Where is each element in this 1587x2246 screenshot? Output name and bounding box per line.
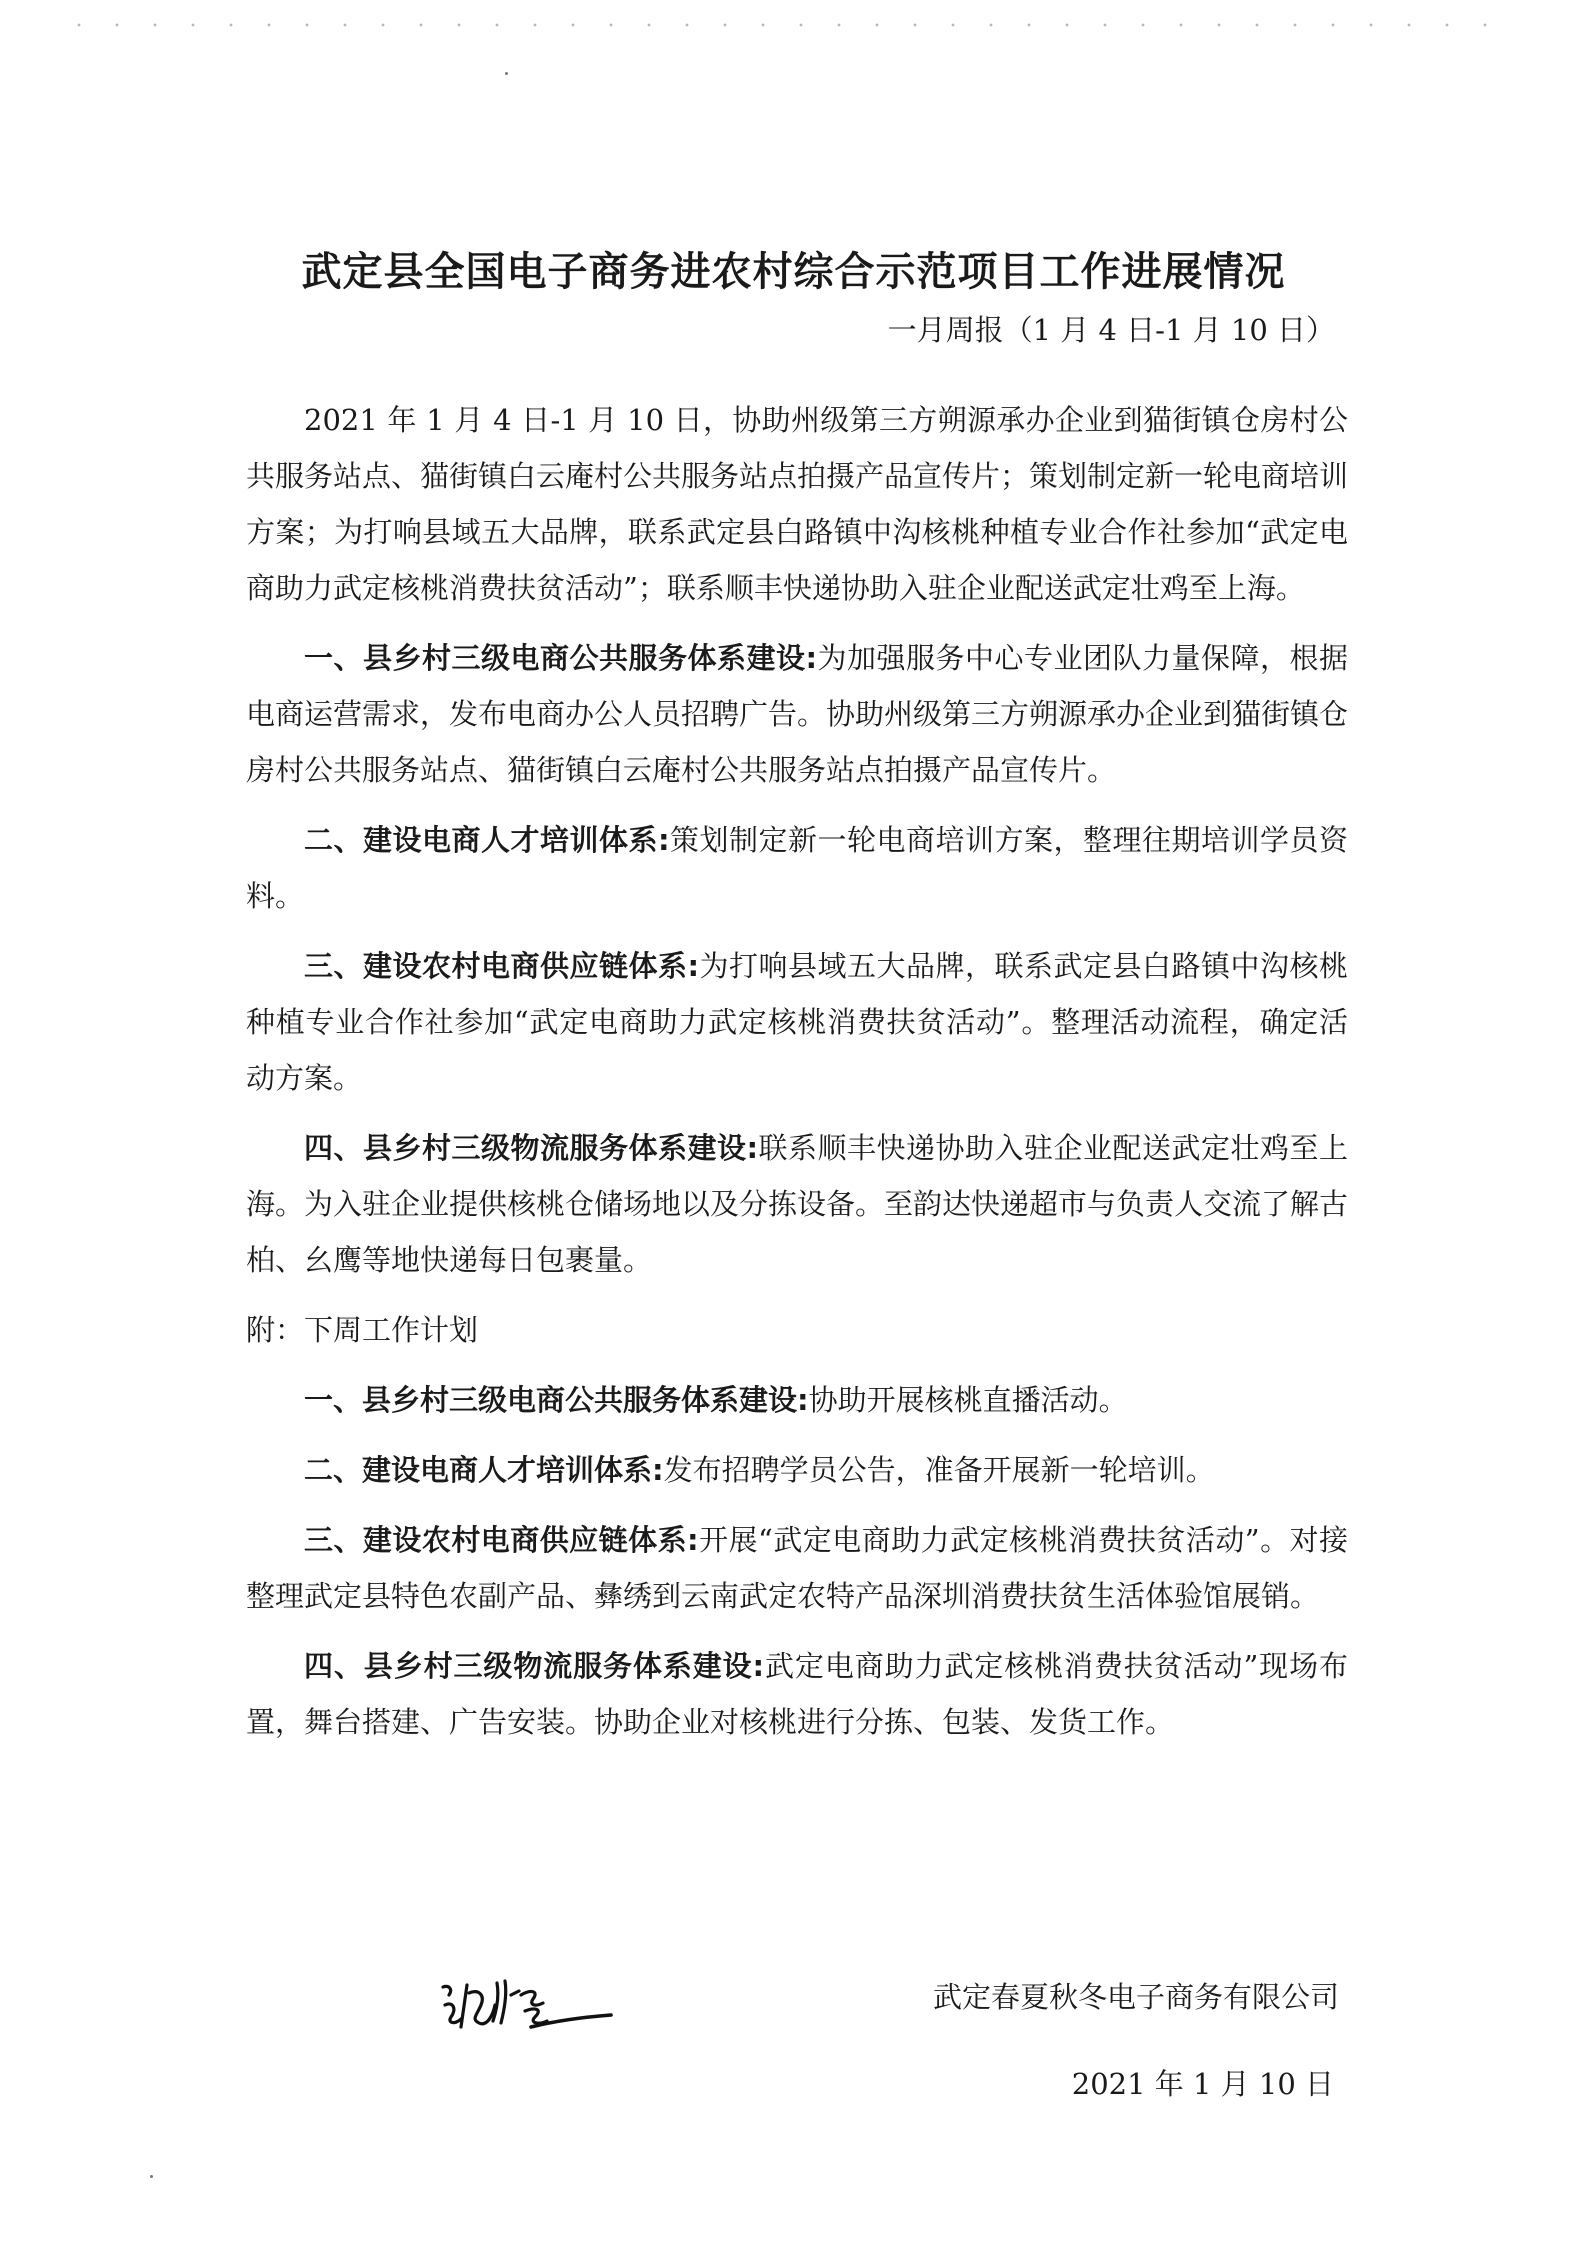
- section-heading: 三、建设农村电商供应链体系:: [304, 949, 700, 983]
- plan-text: 发布招聘学员公告，准备开展新一轮培训。: [663, 1453, 1215, 1487]
- section-text: 为打响县域五大品牌，联系武定县白路镇中沟核桃种植专业合作社参加“武定电商助力武定核桃消费扶贫活动”。整理活动流程，确定活动方案。: [246, 949, 1348, 1095]
- scan-speck: [505, 72, 508, 75]
- section-heading: 一、县乡村三级电商公共服务体系建设:: [304, 641, 818, 675]
- section-heading: 二、建设电商人才培训体系:: [304, 823, 670, 857]
- section-text: 联系顺丰快递协助入驻企业配送武定壮鸡至上海。为入驻企业提供核桃仓储场地以及分拣设备。至韵达快递超市与负责人交流了解古柏、幺鹰等地快递每日包裹量。: [246, 1131, 1349, 1277]
- appendix-label: 附：下周工作计划: [246, 1313, 479, 1347]
- plan-heading: 四、县乡村三级物流服务体系建设:: [304, 1649, 765, 1683]
- section-paragraph: [246, 938, 1348, 1106]
- plan-heading: 二、建设电商人才培训体系:: [304, 1453, 664, 1487]
- plan-paragraph: [246, 1372, 1348, 1428]
- section-paragraph: [246, 812, 1348, 924]
- section-text: 为加强服务中心专业团队力量保障，根据电商运营需求，发布电商办公人员招聘广告。协助州级第三方朔源承办企业到猫街镇仓房村公共服务站点、猫街镇白云庵村公共服务站点拍摄产品宣传片。: [246, 641, 1349, 787]
- intro-paragraph: 2021 年 1 月 4 日-1 月 10 日，协助州级第三方朔源承办企业到猫街镇仓房村公共服务站点、猫街镇白云庵村公共服务站点拍摄产品宣传片；策划制定新一轮电商培训方案；为打响县域五大品牌，联系武定县白路镇中沟核桃种植专业合作社参加“武定电商助力武定核桃消费扶贫活动”；联系顺丰快递协助入驻企业配送武定壮鸡至上海。: [246, 403, 1349, 605]
- section-paragraph: [246, 630, 1348, 798]
- plan-paragraph: [246, 1512, 1348, 1624]
- document-date: 2021 年 1 月 10 日: [1071, 2067, 1334, 2101]
- plan-text: 开展“武定电商助力武定核桃消费扶贫活动”。对接整理武定县特色农副产品、彝绣到云南武定农特产品深圳消费扶贫生活体验馆展销。: [246, 1523, 1348, 1613]
- plan-heading: 一、县乡村三级电商公共服务体系建设:: [304, 1383, 809, 1417]
- company-name: 武定春夏秋冬电子商务有限公司: [932, 1980, 1339, 2014]
- scan-speck: [150, 2175, 153, 2178]
- section-text: 策划制定新一轮电商培训方案，整理往期培训学员资料。: [246, 823, 1348, 913]
- section-paragraph: [246, 1120, 1348, 1288]
- plan-text: 协助开展核桃直播活动。: [808, 1383, 1128, 1417]
- plan-paragraph: [246, 1442, 1348, 1498]
- scan-artifact-dots: [60, 22, 1520, 28]
- plan-heading: 三、建设农村电商供应链体系:: [304, 1523, 699, 1557]
- plan-text: 武定电商助力武定核桃消费扶贫活动”现场布置，舞台搭建、广告安装。协助企业对核桃进行分拣、包装、发货工作。: [246, 1649, 1348, 1739]
- handwritten-signature: [435, 1965, 615, 2045]
- section-heading: 四、县乡村三级物流服务体系建设:: [304, 1131, 759, 1165]
- document-subtitle: 一月周报（1 月 4 日-1 月 10 日）: [887, 313, 1335, 347]
- plan-paragraph: [246, 1638, 1348, 1750]
- document-title: 武定县全国电子商务进农村综合示范项目工作进展情况: [301, 249, 1286, 295]
- document-body: [246, 392, 1348, 1764]
